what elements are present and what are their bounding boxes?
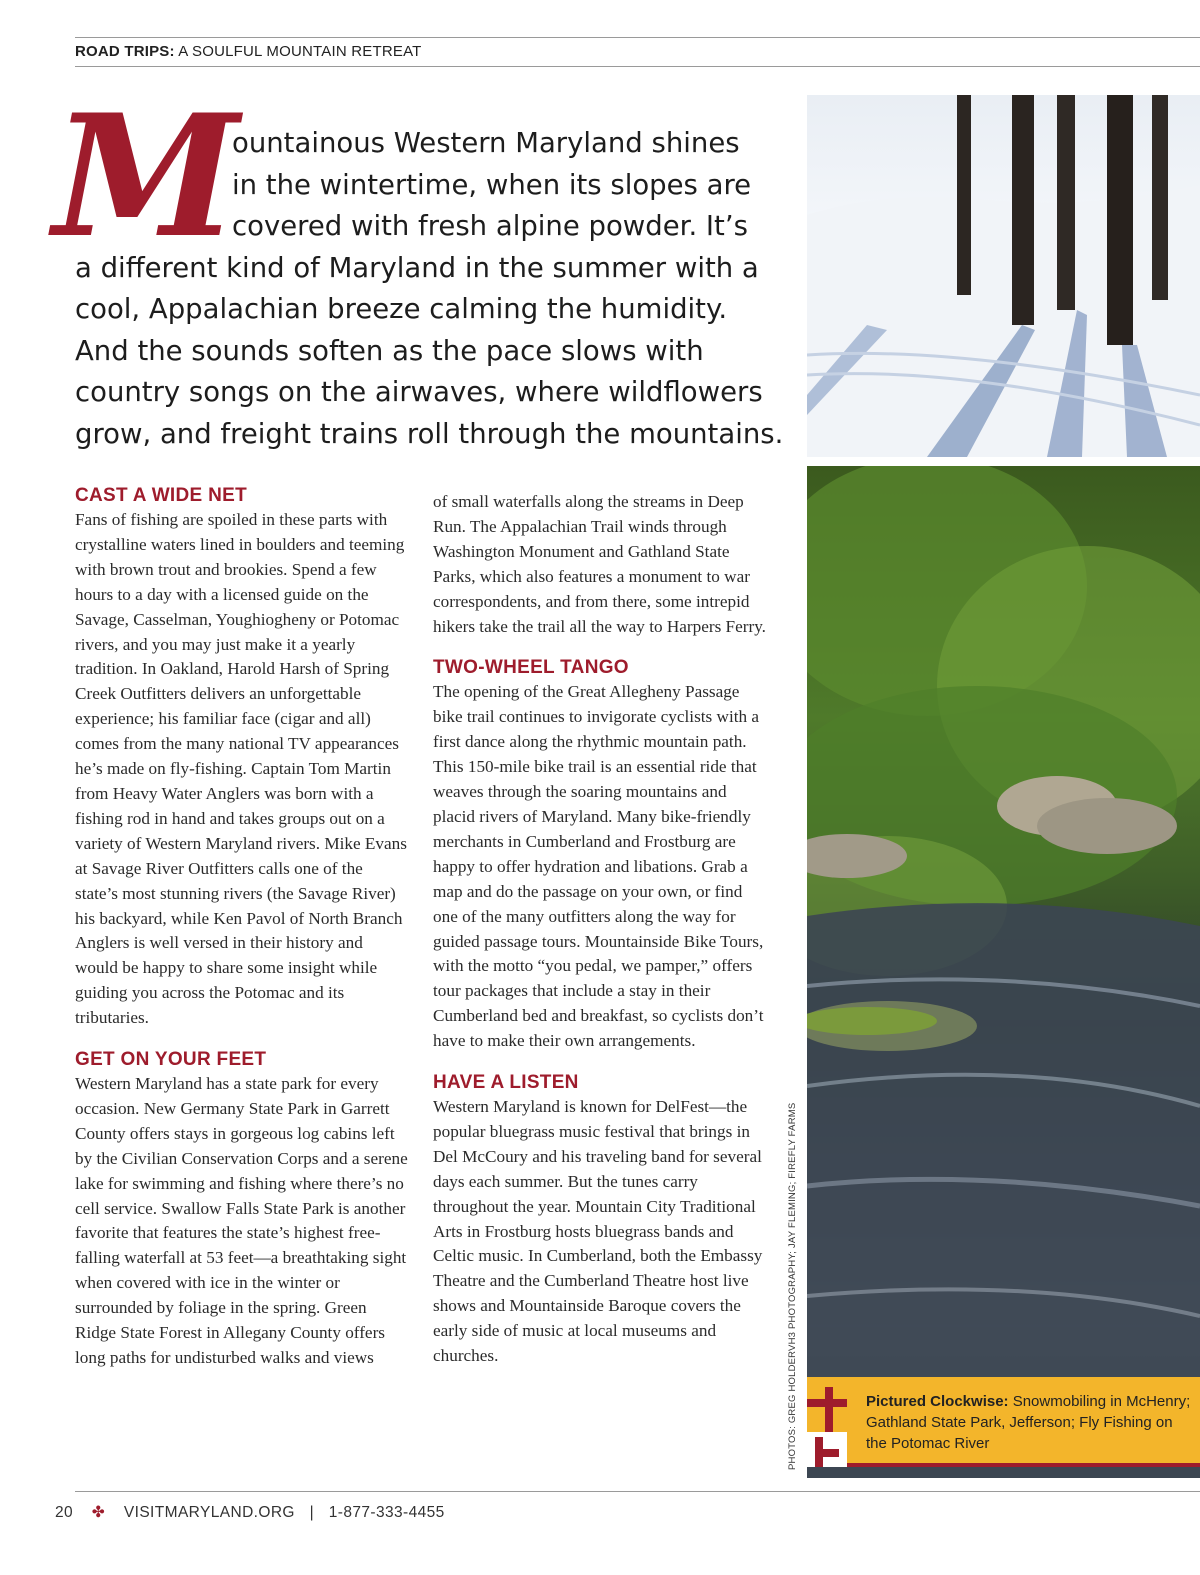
photo-caption (866, 1391, 1196, 1454)
caption-underline (847, 1463, 1200, 1467)
intro-line: grow, and freight trains roll through the mountains. (75, 417, 784, 450)
intro-line: country songs on the airwaves, where wildflowers (75, 376, 763, 408)
photo-credit: PHOTOS: GREG HOLDERVH3 PHOTOGRAPHY; JAY FLEMING; FIREFLY FARMS (787, 1102, 798, 1470)
intro-line: covered with fresh alpine powder. It’s (232, 210, 748, 242)
section-heading-get-on-your-feet: GET ON YOUR FEET (75, 1049, 267, 1071)
header-top-rule (75, 37, 1200, 38)
section-heading-cast-a-wide-net: CAST A WIDE NET (75, 485, 247, 506)
photo-river-stream (807, 466, 1200, 1478)
section-body-get-on-your-feet-continued: of small waterfalls along the streams in Deep Run. The Appalachian Trail winds through Washington Monument and Gathland State Parks, which also features a monument to war correspondents, and from there, some intrepid hikers take the trail all the way to Harpers Ferry. (433, 492, 766, 636)
footer-website: VISITMARYLAND.ORG (123, 1504, 295, 1521)
running-head (75, 43, 422, 60)
intro-line: ountainous Western Maryland shines (232, 127, 740, 159)
caption-text: Snowmobiling in McHenry; Gathland State Park, Jefferson; Fly Fishing on the Potomac River (866, 1393, 1191, 1452)
page-number: 20 (55, 1504, 74, 1521)
section-body-two-wheel-tango: The opening of the Great Allegheny Passage bike trail continues to invigorate cyclists with a first dance along the rhythmic mountain path. This 150-mile bike trail is an essential ride that weaves through the soaring mountains and placid rivers of Maryland. Many bike-friendly merchants in Cumberland and Frostburg are happy to offer hydration and libations. Grab a map and do the passage on your own, or find one of the many outfitters along the way for guided passage tours. Mountainside Bike Tours, with the motto “you pedal, we pamper,” offers tour packages that include a stay in their Cumberland bed and breakfast, so cyclists don’t have to make their own arrangements. (433, 682, 764, 1051)
footer-phone: 1-877-333-4455 (328, 1504, 445, 1521)
section-body-cast-a-wide-net: Fans of fishing are spoiled in these parts with crystalline waters lined in boulders and teeming with brown trout and brookies. Spend a few hours to a day with a licensed guide on the Savage, Casselman, Youghiogheny or Potomac rivers, and you may just make it a yearly tradition. In Oakland, Harold Harsh of Spring Creek Outfitters delivers an unforgettable experience; his familiar face (cigar and all) comes from the many national TV appearances he’s made on fly-fishing. Captain Tom Martin from Heavy Water Anglers was born with a fishing rod in hand and takes groups out on a variety of Western Maryland rivers. Mike Evans at Savage River Outfitters calls one of the state’s most stunning rivers (the Savage River) his backyard, while Ken Pavol of North Branch Anglers is well versed in their history and would be happy to share some insight while guiding you across the Potomac and its tributaries. (75, 510, 407, 1028)
running-head-section: ROAD TRIPS: (75, 43, 175, 60)
photo-snowy-forest (807, 95, 1200, 457)
intro-line: in the wintertime, when its slopes are (232, 168, 752, 201)
footer-divider: | (309, 1504, 315, 1521)
snow-trees-illustration (807, 95, 1200, 457)
section-heading-two-wheel-tango: TWO-WHEEL TANGO (433, 657, 629, 679)
running-head-title: A SOULFUL MOUNTAIN RETREAT (178, 43, 422, 60)
section-heading-have-a-listen: HAVE A LISTEN (433, 1072, 579, 1094)
footer-rule (75, 1491, 1200, 1492)
drop-cap: M (53, 77, 233, 275)
maryland-cross-icon (807, 1377, 847, 1467)
header-bottom-rule (75, 66, 1200, 67)
intro-line: a different kind of Maryland in the summer with a (75, 251, 759, 284)
intro-paragraph (75, 123, 784, 455)
photo-caption-box (807, 1377, 1200, 1467)
article-column-left (75, 484, 410, 1371)
intro-line: cool, Appalachian breeze calming the humidity. (75, 293, 728, 325)
intro-line: And the sounds soften as the pace slows with (75, 334, 704, 367)
article-column-right (433, 490, 768, 1369)
maryland-flag-icon (807, 1377, 847, 1467)
page-footer (55, 1503, 445, 1522)
section-body-have-a-listen: Western Maryland is known for DelFest—the popular bluegrass music festival that brings in Del McCoury and his traveling band for several days each summer. But the tunes carry throughout the year. Mountain City Traditional Arts in Frostburg hosts bluegrass bands and Celtic music. In Cumberland, both the Embassy Theatre and the Cumberland Theatre host live shows and Mountainside Baroque covers the early side of music at local museums and churches. (433, 1097, 763, 1366)
caption-lead: Pictured Clockwise: (866, 1393, 1009, 1410)
river-illustration (807, 466, 1200, 1478)
flower-icon: ✤ (91, 1504, 106, 1521)
section-body-get-on-your-feet: Western Maryland has a state park for every occasion. New Germany State Park in Garrett County offers stays in gorgeous log cabins left by the Civilian Conservation Corps and a serene lake for swimming and fishing where there’s no cell service. Swallow Falls State Park is another favorite that features the state’s highest free-falling waterfall at 53 feet—a breathtaking sight when covered with ice in the winter or surrounded by foliage in the spring. Green Ridge State Forest in Allegany County offers long paths for undisturbed walks and views (75, 1074, 408, 1367)
